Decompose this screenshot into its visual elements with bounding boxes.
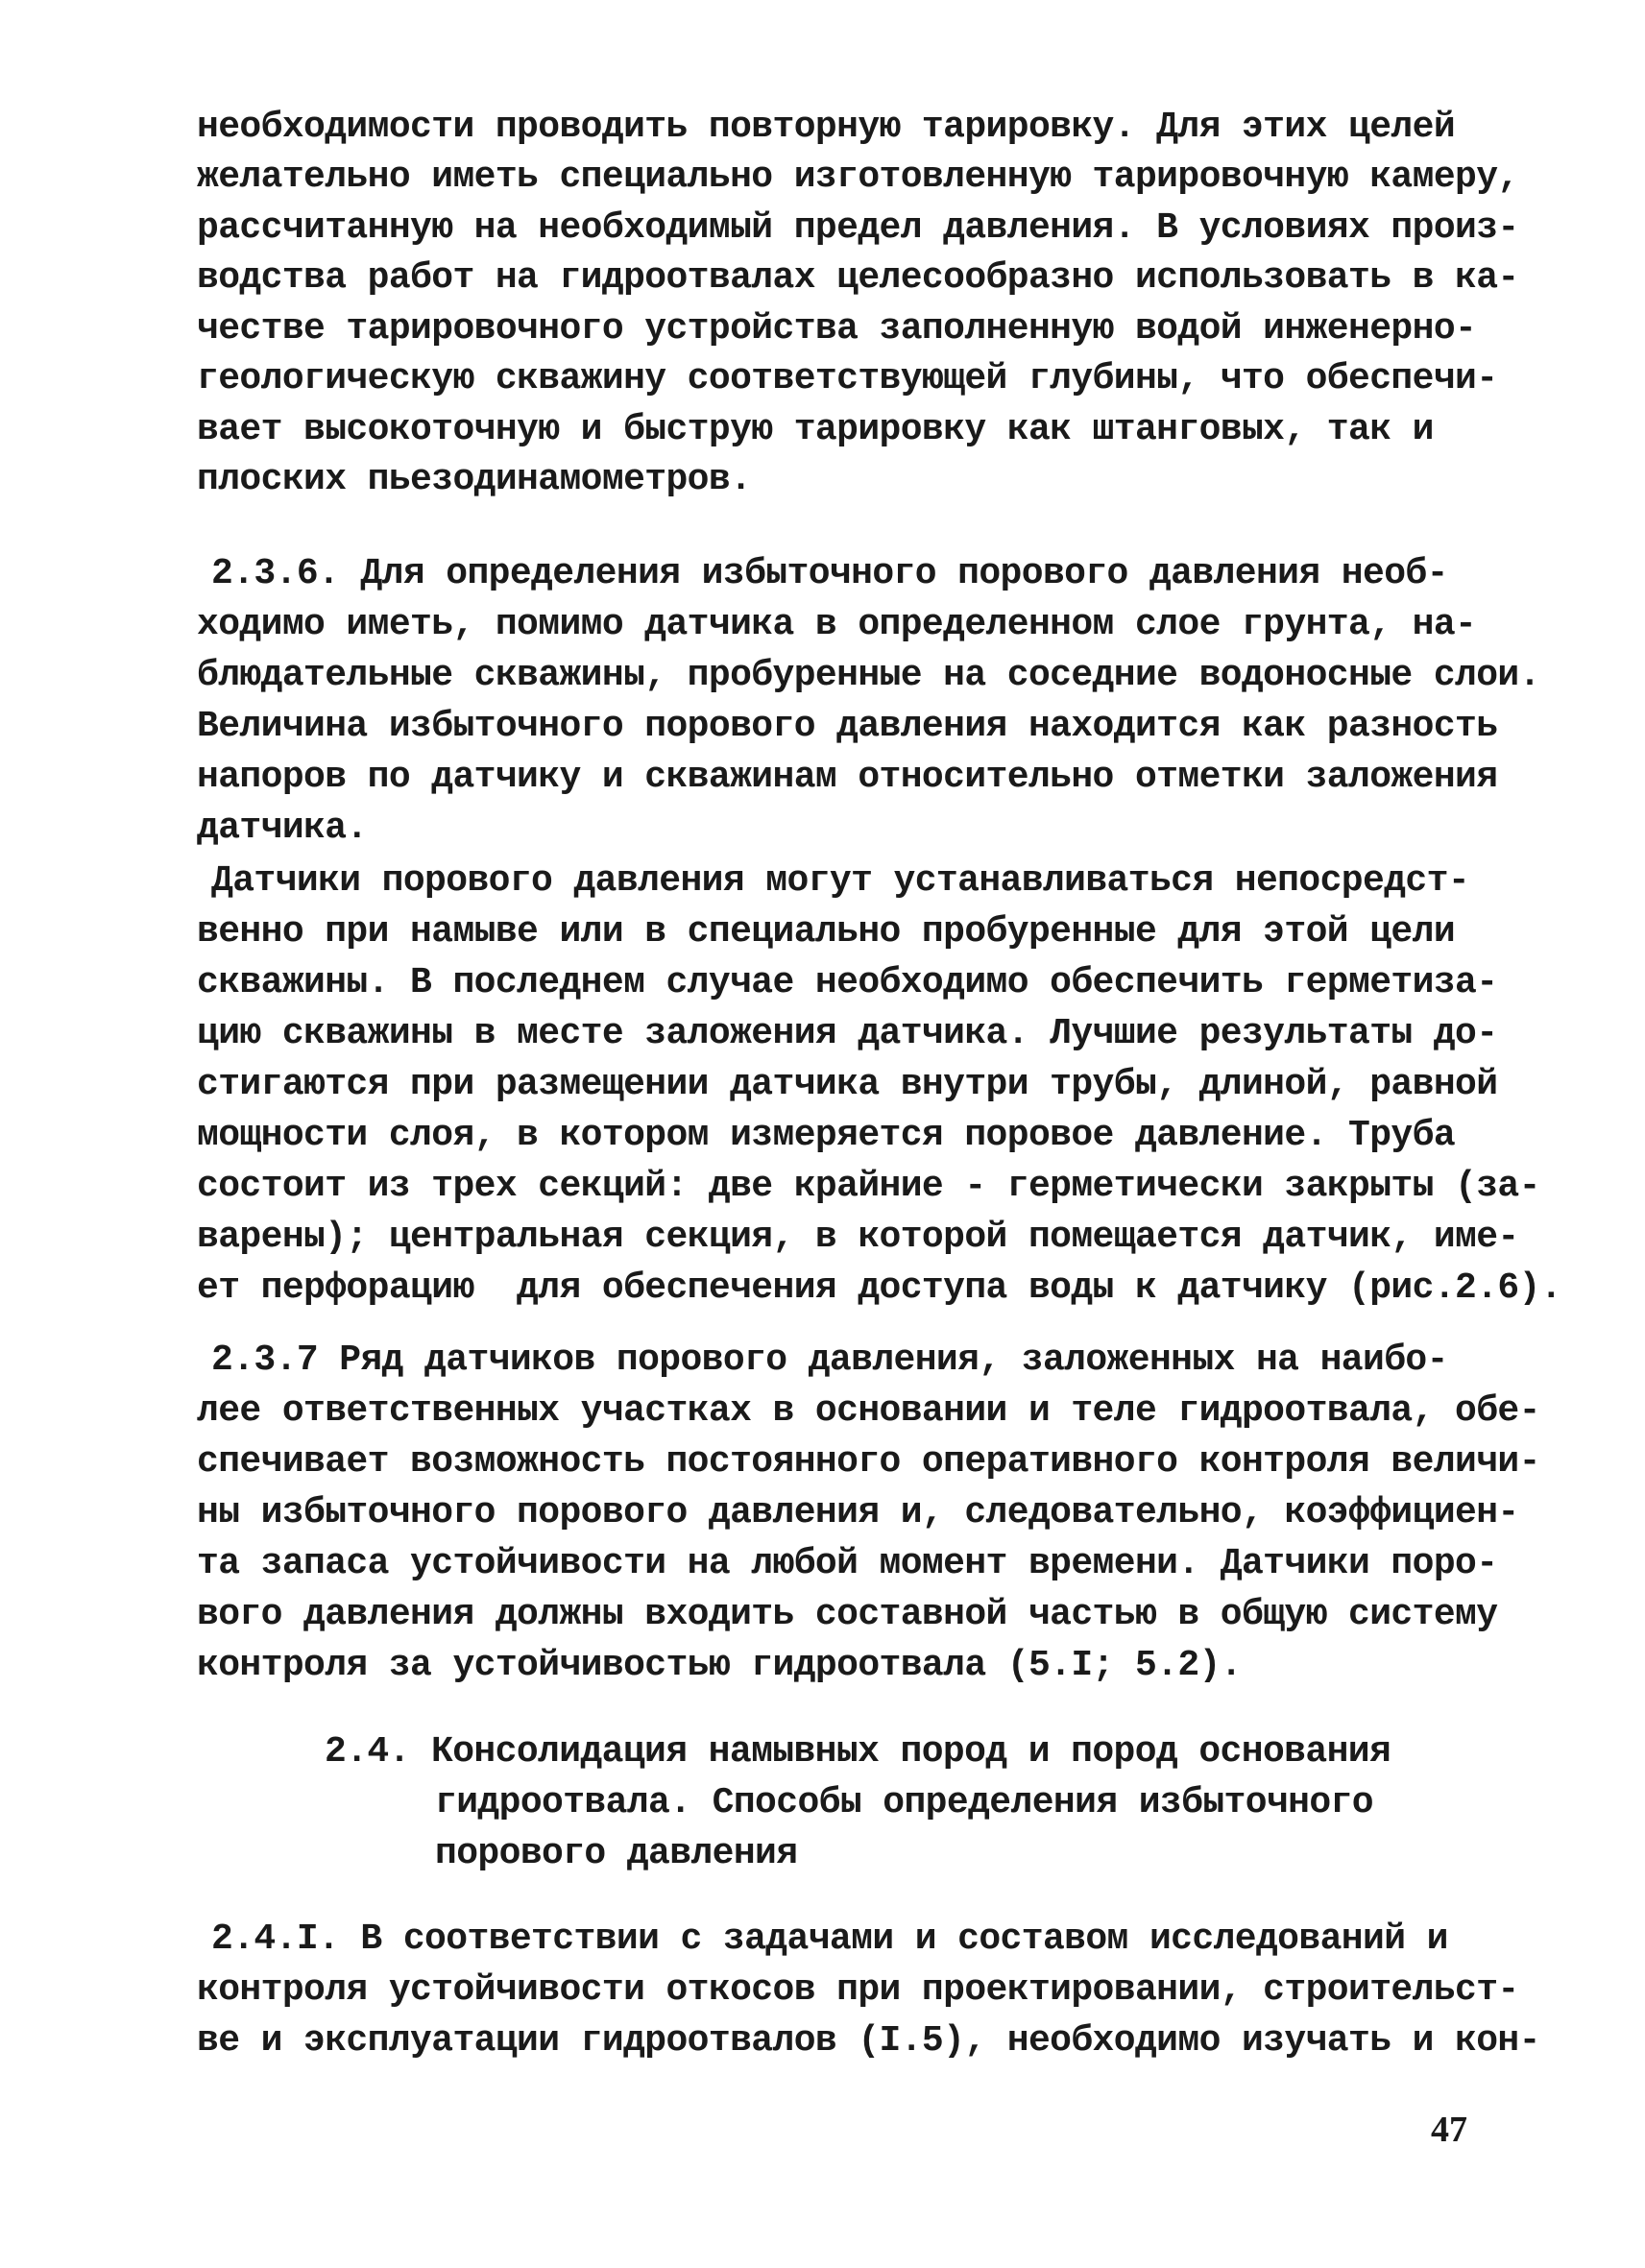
text-line: необходимости проводить повторную тарировку. Для этих целей	[197, 107, 1456, 148]
text-line: варены); центральная секция, в которой помещается датчик, име-	[197, 1217, 1519, 1258]
text-line: состоит из трех секций: две крайние - герметически закрыты (за-	[197, 1166, 1540, 1207]
text-line: ет перфорацию для обеспечения доступа воды к датчику (рис.2.6).	[197, 1267, 1562, 1309]
section-heading: гидроотвала. Способы определения избыточного	[435, 1782, 1373, 1823]
text-line: честве тарировочного устройства заполненную водой инженерно-	[197, 308, 1477, 350]
section-heading: порового давления	[435, 1833, 798, 1874]
section-heading: 2.4. Консолидация намывных пород и пород основания	[325, 1731, 1391, 1773]
text-line: спечивает возможность постоянного оперативного контроля величи-	[197, 1441, 1540, 1483]
text-line: ве и эксплуатации гидроотвалов (I.5), необходимо изучать и кон-	[197, 2020, 1540, 2062]
text-line: блюдательные скважины, пробуренные на соседние водоносные слои.	[197, 655, 1540, 696]
text-line: плоских пьезодинамометров.	[197, 459, 752, 500]
text-line: вого давления должны входить составной частью в общую систему	[197, 1594, 1498, 1635]
text-line: 2.3.6. Для определения избыточного порового давления необ-	[211, 553, 1448, 594]
text-line: ны избыточного порового давления и, следовательно, коэффициен-	[197, 1492, 1519, 1533]
text-line: та запаса устойчивости на любой момент времени. Датчики поро-	[197, 1543, 1498, 1584]
text-line: напоров по датчику и скважинам относительно отметки заложения	[197, 757, 1498, 798]
text-line: скважины. В последнем случае необходимо обеспечить герметиза-	[197, 962, 1498, 1003]
text-line: 2.3.7 Ряд датчиков порового давления, заложенных на наибо-	[211, 1339, 1448, 1381]
text-line: водства работ на гидроотвалах целесообразно использовать в ка-	[197, 257, 1519, 299]
text-line: ходимо иметь, помимо датчика в определенном слое грунта, на-	[197, 604, 1477, 645]
text-line: геологическую скважину соответствующей глубины, что обеспечи-	[197, 358, 1498, 399]
text-line: датчика.	[197, 808, 368, 849]
text-line: контроля за устойчивостью гидроотвала (5.I; 5.2).	[197, 1645, 1242, 1686]
text-line: вает высокоточную и быструю тарировку как штанговых, так и	[197, 409, 1434, 450]
text-line: контроля устойчивости откосов при проектировании, строительст-	[197, 1969, 1519, 2011]
text-line: стигаются при размещении датчика внутри трубы, длиной, равной	[197, 1064, 1498, 1105]
text-line: венно при намыве или в специально пробуренные для этой цели	[197, 911, 1456, 953]
text-line: желательно иметь специально изготовленную тарировочную камеру,	[197, 157, 1519, 198]
text-line: рассчитанную на необходимый предел давления. В условиях произ-	[197, 207, 1519, 249]
text-line: цию скважины в месте заложения датчика. Лучшие результаты до-	[197, 1013, 1498, 1054]
text-line: Датчики порового давления могут устанавливаться непосредст-	[211, 860, 1470, 902]
text-line: 2.4.I. В соответствии с задачами и составом исследований и	[211, 1918, 1448, 1960]
page-number: 47	[1431, 2110, 1467, 2150]
text-line: мощности слоя, в котором измеряется поровое давление. Труба	[197, 1115, 1456, 1156]
text-line: лее ответственных участках в основании и теле гидроотвала, обе-	[197, 1390, 1540, 1432]
text-line: Величина избыточного порового давления находится как разность	[197, 706, 1498, 747]
